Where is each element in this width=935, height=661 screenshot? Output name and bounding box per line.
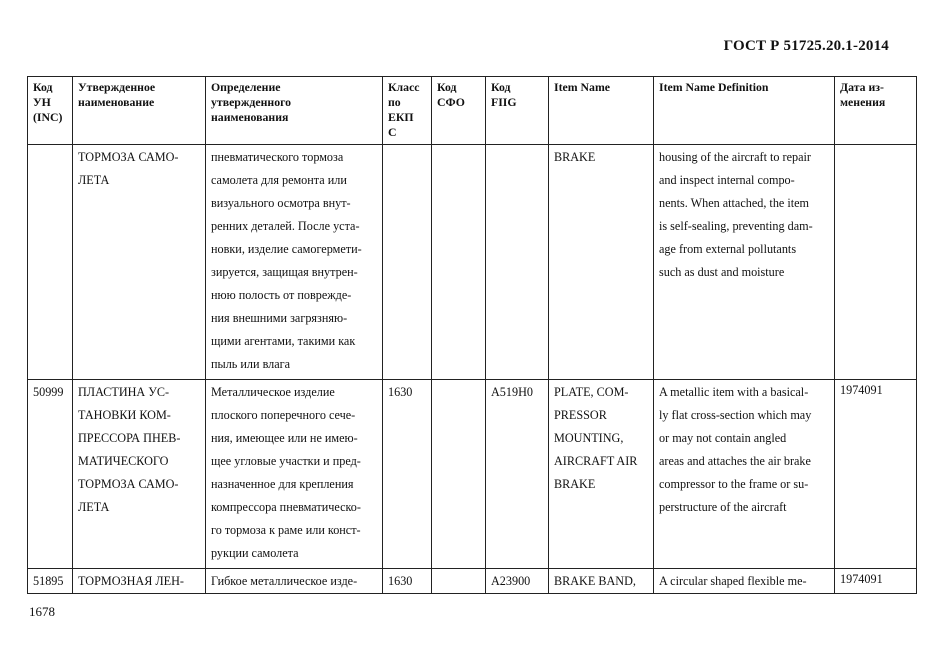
cell-class (383, 145, 432, 380)
cell-name: ТОРМОЗА САМО- ЛЕТА (73, 145, 206, 380)
cell-item-name: PLATE, COM- PRESSOR MOUNTING, AIRCRAFT AIR BRAKE (549, 380, 654, 569)
cell-sfo (432, 380, 486, 569)
cell-code: 50999 (28, 380, 73, 569)
standard-table (27, 76, 917, 594)
cell-name: ПЛАСТИНА УС- ТАНОВКИ КОМ- ПРЕССОРА ПНЕВ- МАТИЧЕСКОГО ТОРМОЗА САМО- ЛЕТА (73, 380, 206, 569)
cell-change-date (835, 145, 917, 380)
col-header-class: Класс по ЕКП С (383, 77, 432, 145)
cell-code: 51895 (28, 569, 73, 594)
col-header-fiig: Код FIIG (486, 77, 549, 145)
cell-sfo (432, 145, 486, 380)
table-row (28, 569, 917, 594)
cell-item-definition: A circular shaped flexible me- (654, 569, 835, 594)
page-number: 1678 (29, 604, 55, 619)
col-header-change-date: Дата из- менения (835, 77, 917, 145)
cell-change-date: 1974091 (835, 569, 917, 594)
col-header-sfo: Код СФО (432, 77, 486, 145)
cell-item-definition: housing of the aircraft to repair and inspect internal compo- nents. When attached, the item is self-sealing, preventing dam- age from external pollutants such as dust and moisture (654, 145, 835, 380)
cell-definition: Металлическое изделие плоского поперечного сече- ния, имеющее или не имею- щее угловые участки и пред- назначенное для крепления компрессора пневматическо- го тормоза к раме или конст- рукции самолета (206, 380, 383, 569)
cell-item-name: BRAKE (549, 145, 654, 380)
cell-fiig (486, 145, 549, 380)
cell-item-name: BRAKE BAND, (549, 569, 654, 594)
cell-item-definition: A metallic item with a basical- ly flat cross-section which may or may not contain angled areas and attaches the air brake compressor to the frame or su- perstructure of the aircraft (654, 380, 835, 569)
cell-definition: Гибкое металлическое изде- (206, 569, 383, 594)
cell-name: ТОРМОЗНАЯ ЛЕН- (73, 569, 206, 594)
cell-definition: пневматического тормоза самолета для ремонта или визуального осмотра внут- ренних деталей. После уста- новки, изделие самогермети- зируется, защищая внутрен- нюю полость от поврежде- ния внешними загрязняю- щими агентами, такими как пыль или влага (206, 145, 383, 380)
col-header-item-name: Item Name (549, 77, 654, 145)
cell-fiig: A519H0 (486, 380, 549, 569)
table-row (28, 380, 917, 569)
cell-class: 1630 (383, 380, 432, 569)
table-header-row (28, 77, 917, 145)
cell-sfo (432, 569, 486, 594)
col-header-definition: Определение утвержденного наименования (206, 77, 383, 145)
cell-change-date: 1974091 (835, 380, 917, 569)
cell-class: 1630 (383, 569, 432, 594)
table-row (28, 145, 917, 380)
col-header-code-inc: Код УН (INC) (28, 77, 73, 145)
cell-fiig: A23900 (486, 569, 549, 594)
cell-code (28, 145, 73, 380)
document-id: ГОСТ Р 51725.20.1-2014 (723, 38, 889, 54)
col-header-approved-name: Утвержденное наименование (73, 77, 206, 145)
col-header-item-definition: Item Name Definition (654, 77, 835, 145)
